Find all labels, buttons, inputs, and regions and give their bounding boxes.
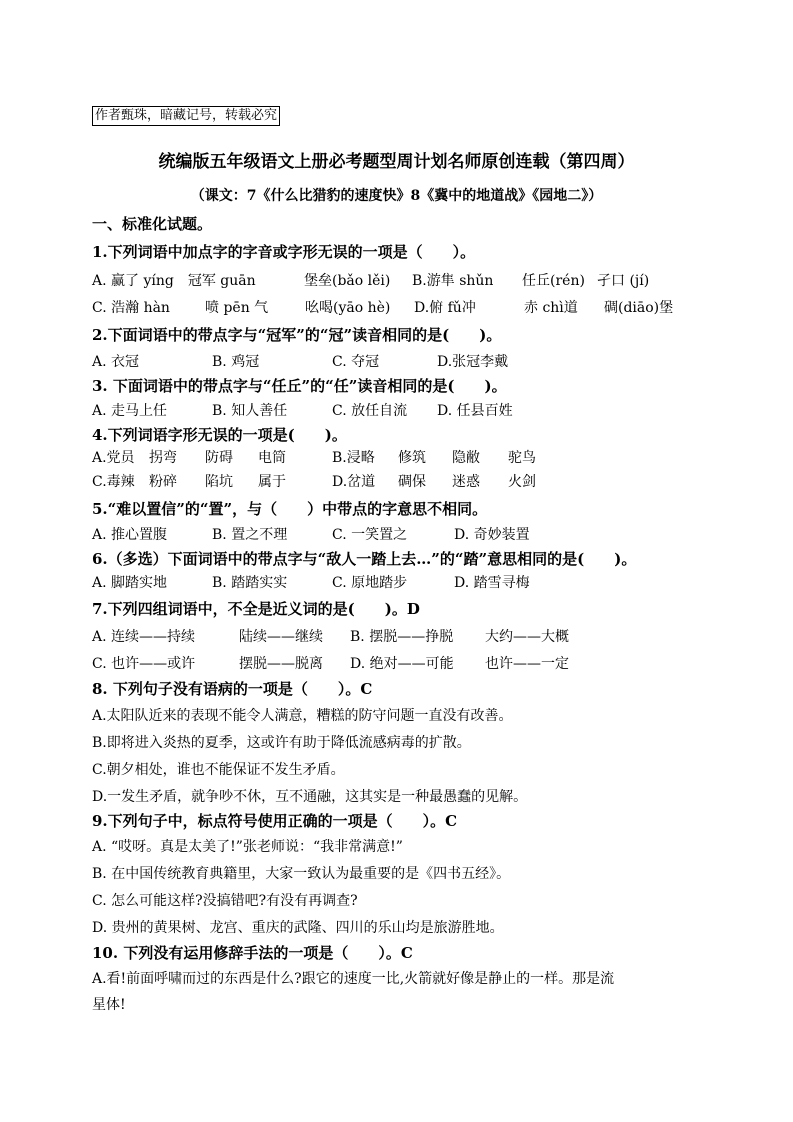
question-6-stem: 6.（多选）下面词语中的带点字与“敌人一踏上去…”的“踏”意思相同的是( )。 (92, 550, 637, 568)
q1-option-b-part2: 任丘(rén) (522, 273, 585, 289)
q7-option-d-pair-1: D. 绝对——可能 (350, 656, 454, 672)
q2-option-c: C. 夺冠 (332, 354, 380, 370)
q10-option-a-line-1: A.看!前面呼啸而过的东西是什么?跟它的速度一比,火箭就好像是静止的一样。那是流 (92, 971, 615, 987)
q10-option-a-line-2: 星体! (92, 997, 126, 1013)
question-4-stem: 4.下列词语字形无误的一项是( )。 (92, 426, 347, 444)
q4-c-word-4: 属于 (258, 474, 286, 490)
q4-a-word-4: 电筒 (258, 450, 286, 466)
question-8-stem: 8. 下列句子没有语病的一项是（ ）。C (92, 680, 373, 698)
copyright-notice-box: 作者甄珠，暗藏记号，转载必究 (92, 106, 280, 126)
q5-option-d: D. 奇妙装置 (454, 527, 530, 543)
q4-c-word-1: C.毒辣 (92, 474, 135, 490)
q3-option-d: D. 任县百姓 (437, 403, 513, 419)
question-5-stem: 5.“难以置信”的“置”，与（ ）中带点的字意思不相同。 (92, 500, 488, 518)
q6-option-b: B. 踏踏实实 (212, 575, 288, 591)
q2-option-d: D.张冠李戴 (437, 354, 509, 370)
question-2-stem: 2.下面词语中的带点字与“冠军”的“冠”读音相同的是( )。 (92, 326, 502, 344)
q6-option-d: D. 踏雪寻梅 (454, 575, 530, 591)
q1-option-d-part3: 碉(diāo)堡 (604, 300, 674, 316)
q4-b-word-3: 隐敝 (452, 450, 480, 466)
q7-option-d-pair-2: 也许——一定 (485, 656, 569, 672)
q5-option-a: A. 推心置腹 (92, 527, 168, 543)
question-1-stem: 1.下列词语中加点字的字音或字形无误的一项是（ ）。 (92, 243, 476, 261)
question-3-stem: 3. 下面词语中的带点字与“任丘”的“任”读音相同的是( )。 (92, 377, 507, 395)
q4-b-word-4: 驼鸟 (508, 450, 536, 466)
q8-option-b: B.即将进入炎热的夏季，这或许有助于降低流感病毒的扩散。 (92, 735, 471, 751)
q7-option-c-pair-1: C. 也许——或许 (92, 656, 196, 672)
question-9-stem: 9.下列句子中，标点符号使用正确的一项是（ ）。C (92, 812, 458, 830)
q4-d-word-4: 火剑 (508, 474, 536, 490)
q5-option-c: C. 一笑置之 (332, 527, 408, 543)
q7-option-b-pair-2: 大约——大概 (485, 629, 569, 645)
section-heading: 一、标准化试题。 (92, 215, 213, 233)
q8-option-c: C.朝夕相处，谁也不能保证不发生矛盾。 (92, 762, 345, 778)
q1-option-c-part1: C. 浩瀚 hàn (92, 300, 170, 316)
q3-option-c: C. 放任自流 (332, 403, 408, 419)
q9-option-d: D. 贵州的黄果树、龙宫、重庆的武隆、四川的乐山均是旅游胜地。 (92, 920, 504, 936)
q1-option-d-part1: D.俯 fǔ冲 (414, 300, 476, 316)
q2-option-b: B. 鸡冠 (212, 354, 260, 370)
q4-d-word-1: D.岔道 (332, 474, 376, 490)
question-7-stem: 7.下列四组词语中，不全是近义词的是( )。D (92, 600, 420, 618)
q3-option-a: A. 走马上任 (92, 403, 168, 419)
q7-option-b-pair-1: B. 摆脱——挣脱 (350, 629, 454, 645)
q1-option-b-part3: 孑口 (jí) (597, 273, 650, 289)
q5-option-b: B. 置之不理 (212, 527, 288, 543)
q7-option-c-pair-2: 摆脱——脱离 (239, 656, 323, 672)
q1-option-c-part3: 吆喝(yāo hè) (305, 300, 391, 316)
q8-option-a: A.太阳队近来的表现不能令人满意，糟糕的防守问题一直没有改善。 (92, 708, 513, 724)
q4-a-word-1: A.党员 (92, 450, 135, 466)
question-10-stem: 10. 下列没有运用修辞手法的一项是（ ）。C (92, 944, 413, 962)
q4-c-word-3: 陷坑 (205, 474, 233, 490)
q1-option-a-part1: A. 赢了 yíng 冠军 guān (92, 273, 256, 289)
q4-d-word-3: 迷惑 (452, 474, 480, 490)
q1-option-d-part2: 赤 chì道 (524, 300, 578, 316)
q4-d-word-2: 碉保 (398, 474, 426, 490)
q1-option-b-part1: B.游隼 shǔn (412, 273, 494, 289)
q4-a-word-2: 拐弯 (149, 450, 177, 466)
q6-option-c: C. 原地踏步 (332, 575, 408, 591)
q1-option-a-part2: 堡垒(bǎo lěi) (304, 273, 391, 289)
q4-b-word-1: B.浸略 (332, 450, 375, 466)
page-subtitle: （课文：7《什么比猎豹的速度快》8《冀中的地道战》《园地二》） (190, 188, 603, 204)
q7-option-a-pair-1: A. 连续——持续 (92, 629, 196, 645)
q7-option-a-pair-2: 陆续——继续 (239, 629, 323, 645)
q8-option-d: D.一发生矛盾，就争吵不休，互不通融，这其实是一种最愚蠢的见解。 (92, 789, 528, 805)
q9-option-a: A. “哎呀。真是太美了!”张老师说：“我非常满意!” (92, 839, 403, 855)
q4-b-word-2: 修筑 (398, 450, 426, 466)
q9-option-b: B. 在中国传统教育典籍里，大家一致认为最重要的是《四书五经》。 (92, 866, 511, 882)
q3-option-b: B. 知人善任 (212, 403, 288, 419)
q1-option-c-part2: 喷 pēn 气 (205, 300, 269, 316)
q4-a-word-3: 防碍 (205, 450, 233, 466)
q6-option-a: A. 脚踏实地 (92, 575, 168, 591)
q2-option-a: A. 衣冠 (92, 354, 140, 370)
page-title: 统编版五年级语文上册必考题型周计划名师原创连载（第四周） (158, 152, 635, 172)
q4-c-word-2: 粉碎 (149, 474, 177, 490)
q9-option-c: C. 怎么可能这样?没搞错吧?有没有再调查? (92, 893, 358, 909)
